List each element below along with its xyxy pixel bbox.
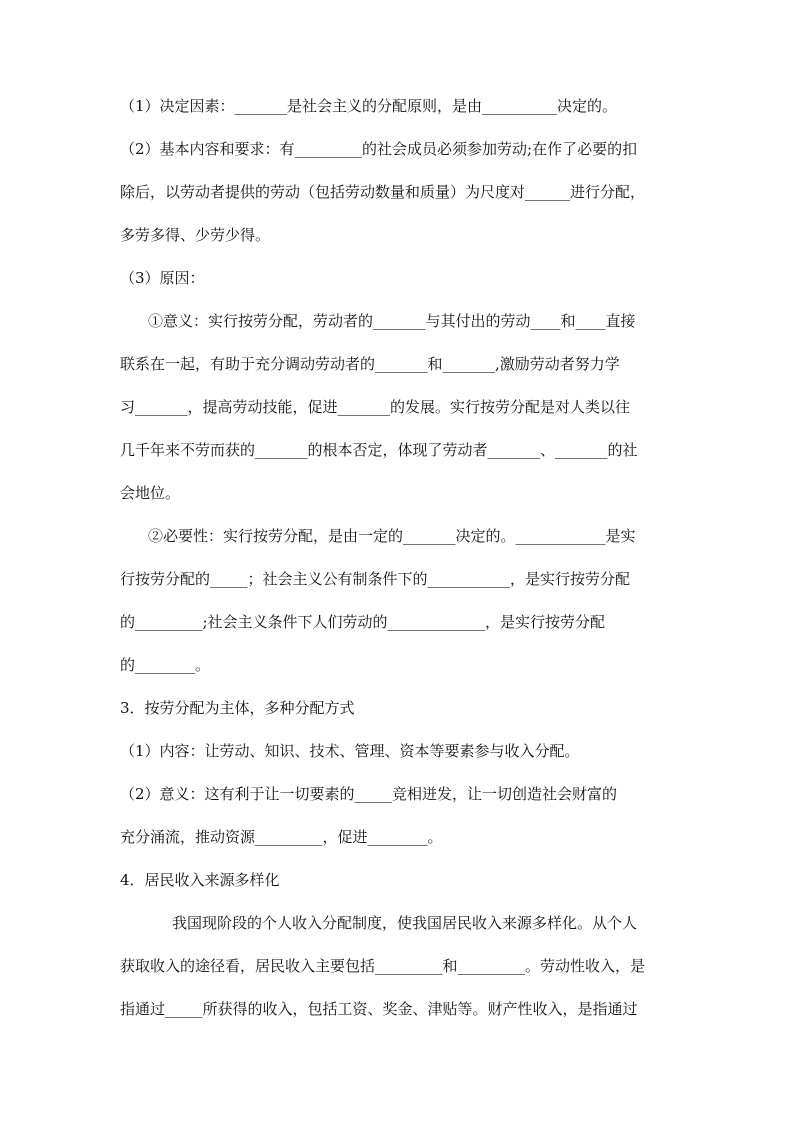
line-basic-content-2: 除后，以劳动者提供的劳动（包括劳动数量和质量）为尺度对______进行分配， bbox=[120, 183, 646, 201]
heading-section-3: 3．按劳分配为主体，多种分配方式 bbox=[120, 699, 355, 717]
line-necessity-3: 的_________;社会主义条件下人们劳动的_____________，是实行按劳分配 bbox=[120, 613, 606, 631]
line-content: （1）内容：让劳动、知识、技术、管理、资本等要素参与收入分配。 bbox=[120, 742, 580, 760]
line-basic-content-3: 多劳多得、少劳少得。 bbox=[120, 226, 271, 244]
line-meaning: （2）意义：这有利于让一切要素的_____竞相迸发，让一切创造社会财富的 bbox=[120, 785, 618, 803]
line-determinant: （1）决定因素：_______是社会主义的分配原则，是由__________决定的。 bbox=[120, 97, 618, 115]
line-income-sources-2: 获取收入的途径看，居民收入主要包括_________和_________。劳动性收入，是 bbox=[120, 957, 646, 975]
line-necessity-4: 的________。 bbox=[120, 656, 211, 674]
line-significance-5: 会地位。 bbox=[120, 484, 181, 502]
line-significance-3: 习_______，提高劳动技能，促进_______的发展。实行按劳分配是对人类以往 bbox=[120, 398, 631, 416]
line-significance-4: 几千年来不劳而获的_______的根本否定，体现了劳动者_______、_______的社 bbox=[120, 441, 638, 459]
line-significance: ①意义：实行按劳分配，劳动者的_______与其付出的劳动____和____直接 bbox=[148, 312, 636, 330]
line-income-sources: 我国现阶段的个人收入分配制度，使我国居民收入来源多样化。从个人 bbox=[172, 914, 638, 932]
line-meaning-2: 充分涌流，推动资源_________，促进________。 bbox=[120, 828, 443, 846]
line-reason-heading: （3）原因： bbox=[120, 269, 205, 287]
line-income-sources-3: 指通过_____所获得的收入，包括工资、奖金、津贴等。财产性收入，是指通过 bbox=[120, 1000, 638, 1018]
heading-section-4: 4．居民收入来源多样化 bbox=[120, 871, 280, 889]
line-necessity-2: 行按劳分配的_____；社会主义公有制条件下的___________，是实行按劳分配 bbox=[120, 570, 631, 588]
line-significance-2: 联系在一起，有助于充分调动劳动者的_______和_______,激励劳动者努力学 bbox=[120, 355, 620, 373]
line-necessity: ②必要性：实行按劳分配，是由一定的_______决定的。____________是实 bbox=[148, 527, 636, 545]
line-basic-content: （2）基本内容和要求：有_________的社会成员必须参加劳动;在作了必要的扣 bbox=[120, 140, 638, 158]
